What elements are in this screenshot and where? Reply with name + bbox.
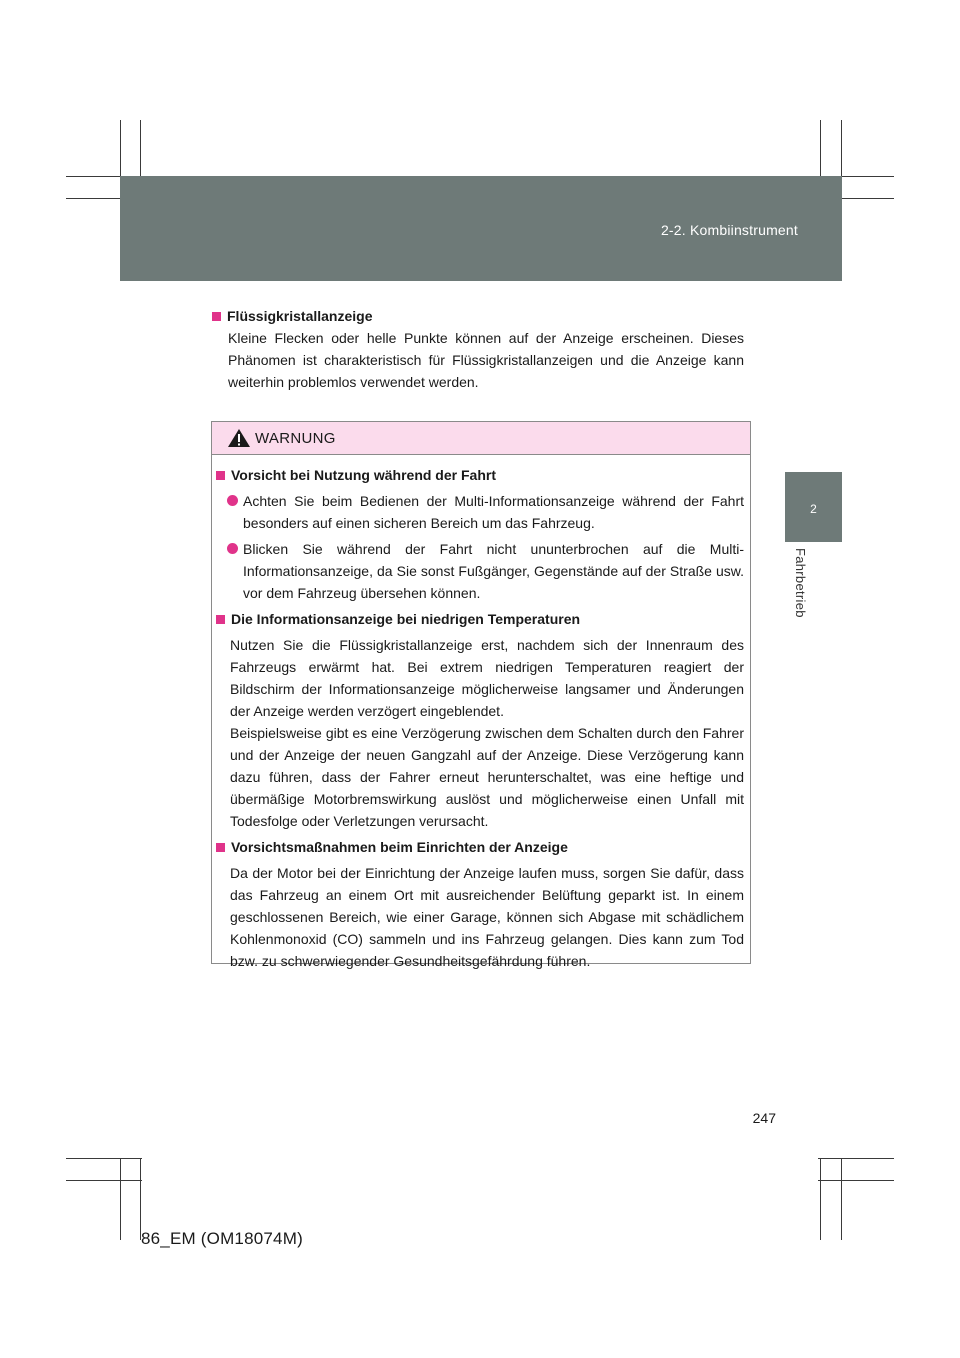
crop-mark xyxy=(120,1158,121,1240)
crop-mark xyxy=(66,1158,142,1159)
warning-paragraph: Da der Motor bei der Einrichtung der Anzeige laufen muss, sorgen Sie dafür, dass das Fahrzeug an einem Ort mit ausreichender Belüftung geparkt ist. In einem geschlossenen Bereich, wie einer Garage, können sich Abgase mit schädlichem Kohlenmonoxid (CO) sammeln und ins Fahrzeug gelangen. Dies kann zum Tod bzw. zu schwerwiegender Gesundheitsgefährdung führen. xyxy=(230,865,744,969)
warning-body xyxy=(216,464,744,972)
chapter-number: 2 xyxy=(810,502,817,516)
page-number: 247 xyxy=(752,1110,776,1126)
warning-header xyxy=(212,422,750,455)
crop-mark xyxy=(818,1180,894,1181)
warning-paragraph: Beispielsweise gibt es eine Verzögerung zwischen dem Schalten durch den Fahrer und der Anzeige der neuen Gangzahl auf der Anzeige. Diese Verzögerung kann dazu führen, dass der Fahrer erneut herunterschaltet, was eine heftige und übermäßige Motorbremswirkung auslöst und möglicherweise einen Unfall mit Todesfolge oder Verletzungen verursacht. xyxy=(230,725,744,829)
section-text: Kleine Flecken oder helle Punkte können auf der Anzeige erscheinen. Dieses Phänomen ist charakteristisch für Flüssigkristallanzeigen und die Anzeige kann weiterhin problemlos verwendet werden. xyxy=(228,330,744,390)
square-bullet-icon xyxy=(212,312,221,321)
warning-section-heading xyxy=(216,836,744,858)
warning-bullet-text: Blicken Sie während der Fahrt nicht ununterbrochen auf die Multi-Informationsanzeige, da Sie sonst Fußgänger, Gegenstände auf der Straße usw. vor dem Fahrzeug übersehen können. xyxy=(243,541,744,601)
warning-section-heading-text: Vorsicht bei Nutzung während der Fahrt xyxy=(231,467,496,483)
crop-mark xyxy=(818,1158,894,1159)
warning-section-heading-text: Die Informationsanzeige bei niedrigen Temperaturen xyxy=(231,611,581,627)
document-code: 86_EM (OM18074M) xyxy=(141,1229,303,1248)
warning-bullet-text: Achten Sie beim Bedienen der Multi-Informationsanzeige während der Fahrt besonders auf einen sicheren Bereich um das Fahrzeug. xyxy=(243,493,744,531)
circle-bullet-icon xyxy=(227,543,238,554)
crop-mark xyxy=(66,1180,142,1181)
section-title: 2-2. Kombiinstrument xyxy=(660,222,798,238)
crop-mark xyxy=(841,1158,842,1240)
square-bullet-icon xyxy=(216,471,225,480)
chapter-label: Fahrbetrieb xyxy=(793,548,808,618)
warning-section-heading-text: Vorsichtsmaßnahmen beim Einrichten der Anzeige xyxy=(231,839,568,855)
warning-paragraph: Nutzen Sie die Flüssigkristallanzeige erst, nachdem sich der Innenraum des Fahrzeugs erwärmt hat. Bei extrem niedrigen Temperaturen reagiert der Bildschirm der Informationsanzeige möglicherweise langsamer und Änderungen der Anzeige werden verzögert eingeblendet. xyxy=(230,637,744,719)
warning-box xyxy=(211,421,751,969)
lcd-section xyxy=(212,305,744,393)
crop-mark xyxy=(140,1158,141,1240)
warning-triangle-icon xyxy=(227,428,251,448)
warning-section-heading xyxy=(216,608,744,630)
warning-bullet xyxy=(216,538,744,604)
warning-title: WARNUNG xyxy=(255,430,336,447)
warning-section-heading xyxy=(216,464,744,486)
header-band xyxy=(120,176,842,281)
square-bullet-icon xyxy=(216,615,225,624)
square-bullet-icon xyxy=(216,843,225,852)
section-heading-text: Flüssigkristallanzeige xyxy=(227,308,373,324)
crop-mark xyxy=(820,1158,821,1240)
circle-bullet-icon xyxy=(227,495,238,506)
section-heading xyxy=(212,305,744,327)
warning-bullet xyxy=(216,490,744,534)
chapter-tab xyxy=(785,472,842,542)
